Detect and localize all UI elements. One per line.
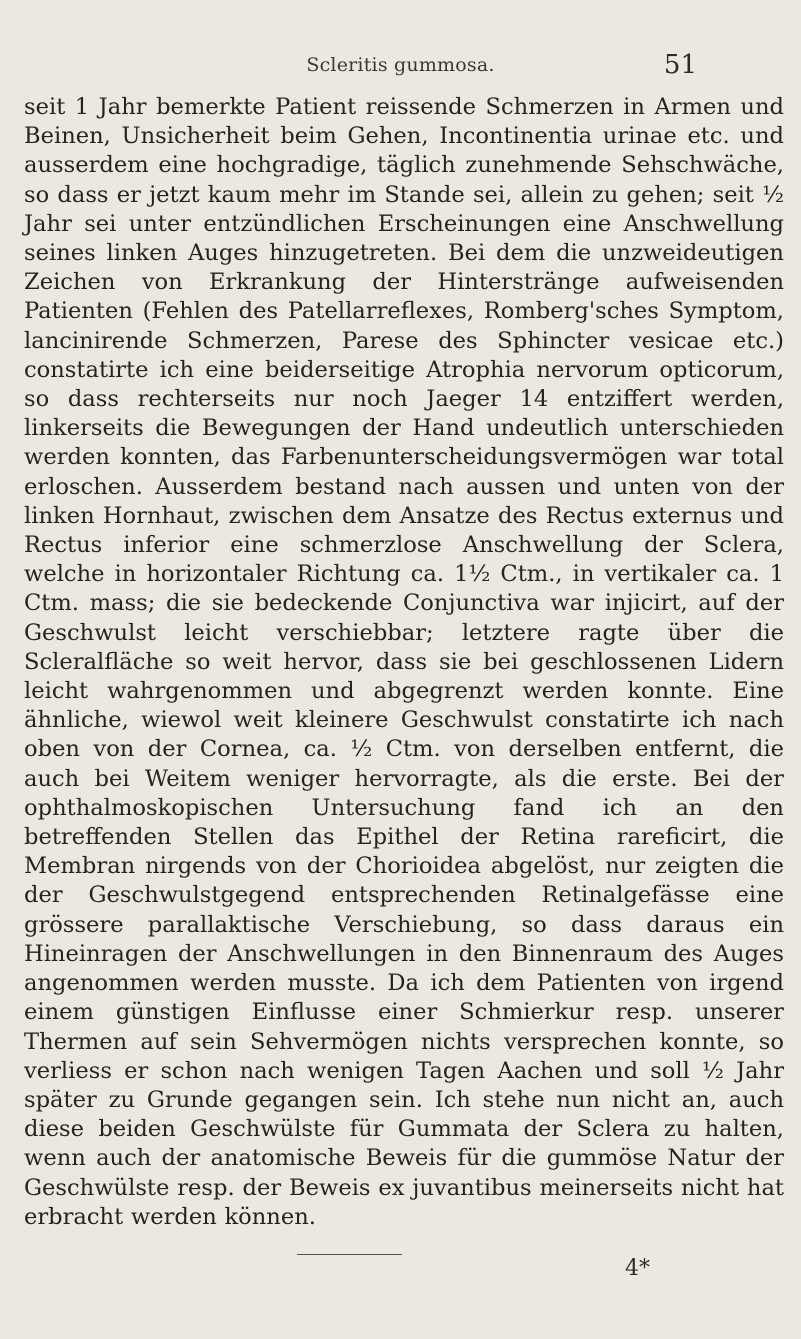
signature-mark: 4* (625, 1256, 650, 1281)
running-title: Scleritis gummosa. (306, 54, 495, 76)
body-text (24, 93, 784, 1232)
footnote-rule (297, 1254, 402, 1255)
paragraph: seit 1 Jahr bemerkte Patient reissende Schmerzen in Armen und Beinen, Unsicherheit beim Gehen, Incontinentia urinae etc. und ausserdem eine hochgradige, täglich zunehmende Sehschwäche, so dass er jetzt kaum mehr im Stande sei, allein zu gehen; seit ½ Jahr sei unter entzündlichen Erscheinungen eine Anschwellung seines linken Auges hinzugetreten. Bei dem die unzweideutigen Zeichen von Erkrankung der Hinterstränge aufweisenden Patienten (Fehlen des Patellarreflexes, Romberg'sches Symptom, lancinirende Schmerzen, Parese des Sphincter vesicae etc.) constatirte ich eine beiderseitige Atrophia nervorum opticorum, so dass rechterseits nur noch Jaeger 14 entziffert werden, linkerseits die Bewegungen der Hand undeutlich unterschieden werden konnten, das Farbenunterscheidungsvermögen war total erloschen. Ausserdem bestand nach aussen und unten von der linken Hornhaut, zwischen dem Ansatze des Rectus externus und Rectus inferior eine schmerzlose Anschwellung der Sclera, welche in horizontaler Richtung ca. 1½ Ctm., in vertikaler ca. 1 Ctm. mass; die sie bedeckende Conjunctiva war injicirt, auf der Geschwulst leicht verschiebbar; letztere ragte über die Scleralfläche so weit hervor, dass sie bei geschlossenen Lidern leicht wahrgenommen und abgegrenzt werden konnte. Eine ähnliche, wiewol weit kleinere Geschwulst constatirte ich nach oben von der Cornea, ca. ½ Ctm. von derselben entfernt, die auch bei Weitem weniger hervorragte, als die erste. Bei der ophthalmoskopischen Untersuchung fand ich an den betreffenden Stellen das Epithel der Retina rareficirt, die Membran nirgends von der Chorioidea abgelöst, nur zeigten die der Geschwulstgegend entsprechenden Retinalgefässe eine grössere parallaktische Verschiebung, so dass daraus ein Hineinragen der Anschwellungen in den Binnenraum des Auges angenommen werden musste. Da ich dem Patienten von irgend einem günstigen Einflusse einer Schmierkur resp. unserer Thermen auf sein Sehvermögen nichts versprechen konnte, so verliess er schon nach wenigen Tagen Aachen und soll ½ Jahr später zu Grunde gegangen sein. Ich stehe nun nicht an, auch diese beiden Geschwülste für Gummata der Sclera zu halten, wenn auch der anatomische Beweis für die gummöse Natur der Geschwülste resp. der Beweis ex juvantibus meinerseits nicht hat erbracht werden können. (24, 94, 784, 1230)
page-number: 51 (663, 50, 697, 80)
running-head (0, 50, 801, 80)
